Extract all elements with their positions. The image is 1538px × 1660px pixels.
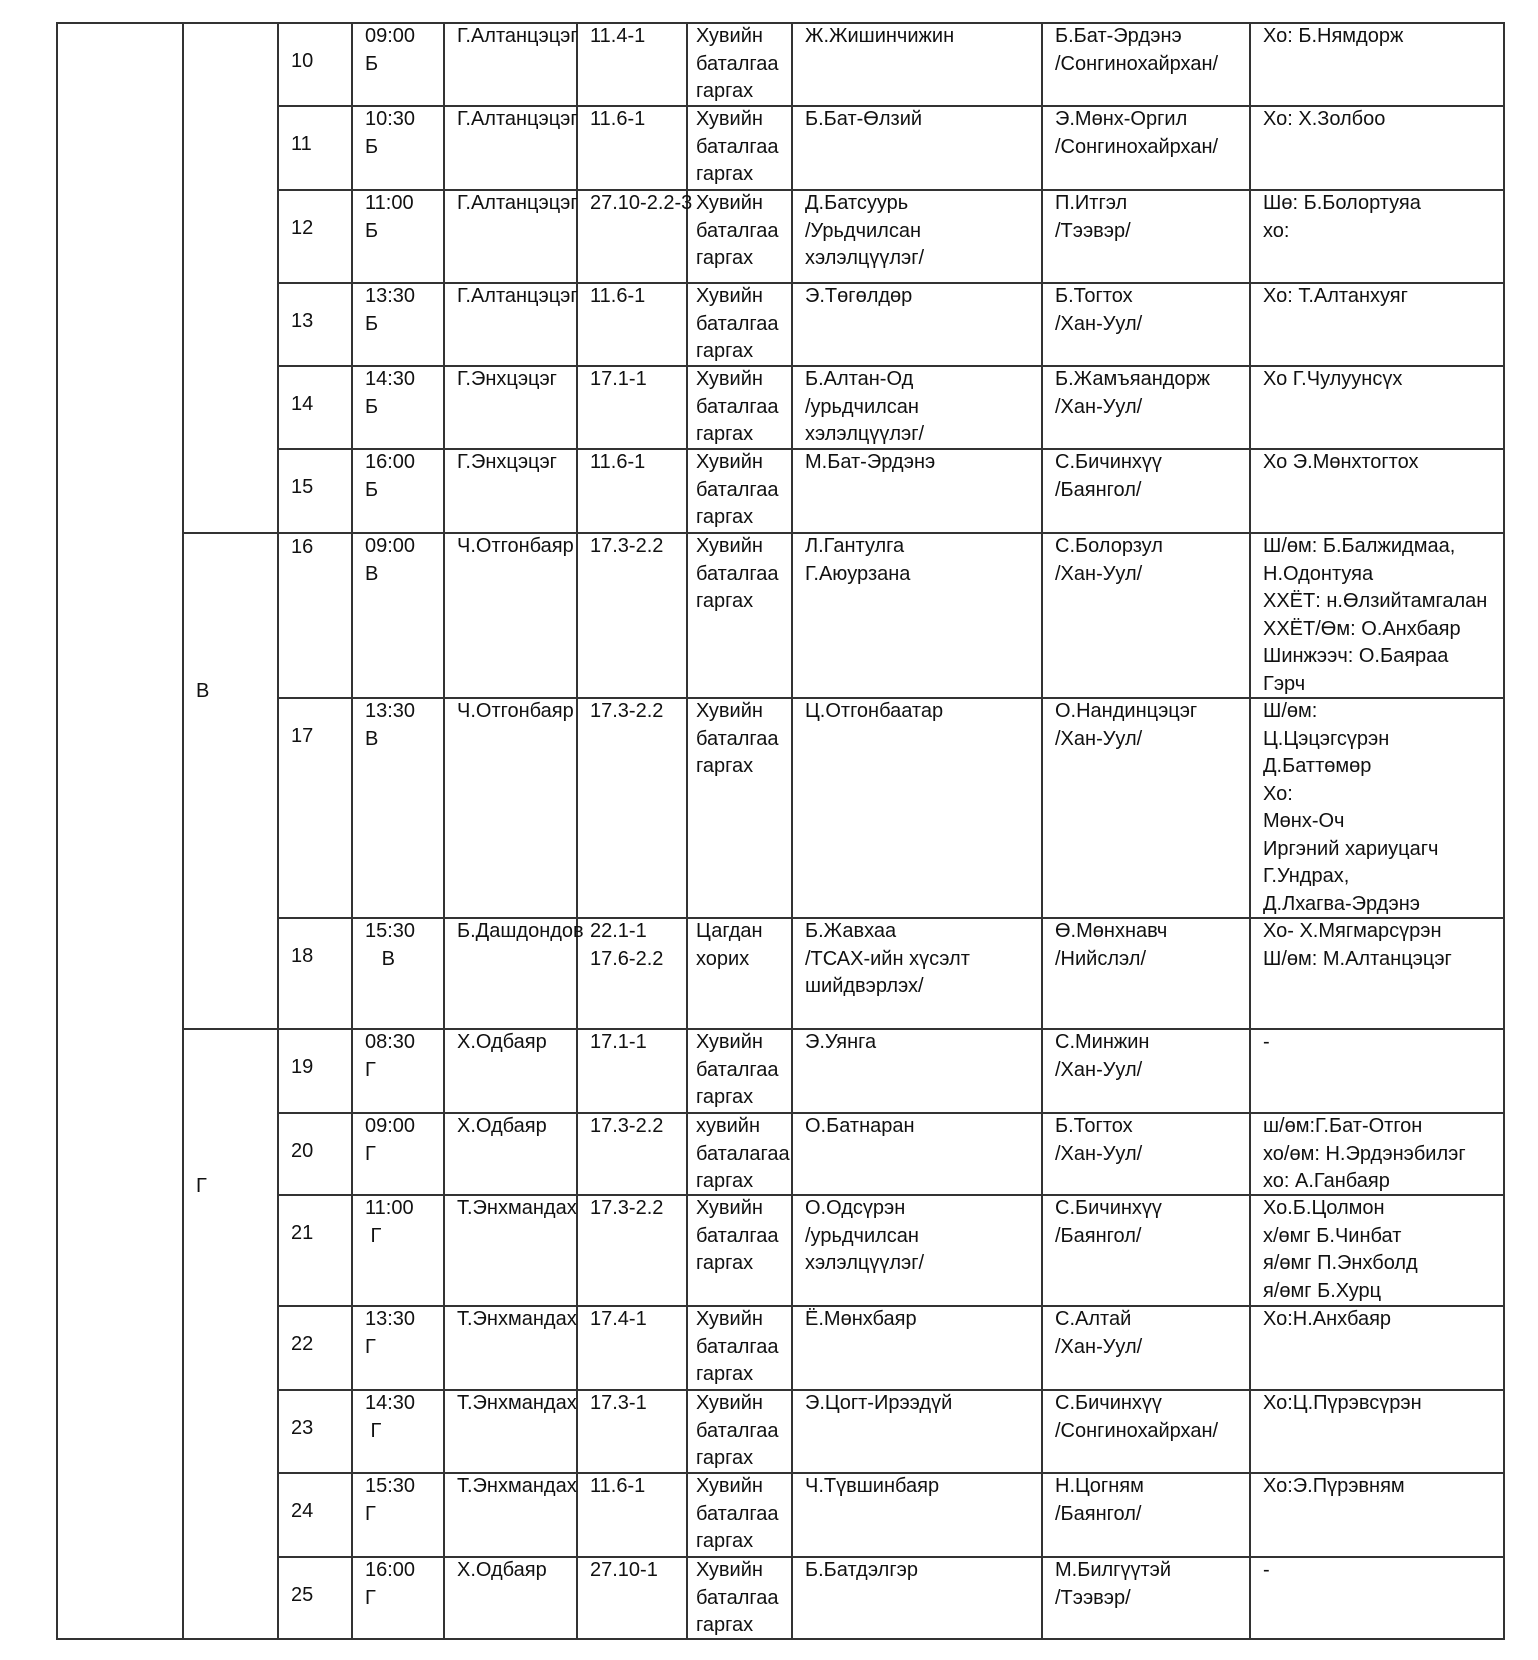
cell-judge: Г.Алтанцэцэг xyxy=(457,192,578,214)
cell-prosecutor: Э.Мөнх-Оргил /Сонгинохайрхан/ xyxy=(1055,108,1219,158)
cell-participants: Хо: Т.Алтанхуяг xyxy=(1263,285,1408,307)
cell-time: 14:30 Б xyxy=(365,368,416,418)
cell-defendant: О.Одсүрэн /урьдчилсан хэлэлцүүлэг/ xyxy=(805,1197,925,1274)
cell-time: 13:30 Г xyxy=(365,1308,416,1358)
cell-defendant: Э.Цогт-Ирээдүй xyxy=(805,1392,953,1414)
cell-time: 13:30 В xyxy=(365,700,416,750)
cell-prosecutor: С.Бичинхүү /Баянгол/ xyxy=(1055,1197,1162,1247)
cell-action: Хувийн баталгаа гаргах xyxy=(696,700,779,777)
cell-judge: Г.Алтанцэцэг xyxy=(457,285,578,307)
row-number: 19 xyxy=(291,1056,314,1078)
table-border xyxy=(56,22,58,1640)
cell-participants: Хо:Э.Пүрэвням xyxy=(1263,1475,1405,1497)
cell-article: 27.10-2.2-3 xyxy=(590,192,693,214)
cell-action: Хувийн баталгаа гаргах xyxy=(696,1197,779,1274)
cell-article: 11.6-1 xyxy=(590,451,646,473)
cell-time: 13:30 Б xyxy=(365,285,416,335)
cell-judge: Г.Энхцэцэг xyxy=(457,368,557,390)
cell-participants: Ш/өм: Б.Балжидмаа, Н.Одонтуяа ХХЁТ: н.Өлзийтамгалан ХХЁТ/Өм: О.Анхбаяр Шинжээч: О.Баяраа Гэрч xyxy=(1263,535,1488,695)
cell-time: 11:00 Б xyxy=(365,192,414,242)
cell-judge: Х.Одбаяр xyxy=(457,1115,547,1137)
cell-action: Хувийн баталгаа гаргах xyxy=(696,108,779,185)
cell-time: 10:30 Б xyxy=(365,108,416,158)
cell-article: 17.4-1 xyxy=(590,1308,647,1330)
cell-judge: Т.Энхмандах xyxy=(457,1197,577,1219)
cell-action: Хувийн баталгаа гаргах xyxy=(696,451,779,528)
cell-judge: Г.Алтанцэцэг xyxy=(457,25,578,47)
cell-action: хувийн баталагаа гаргах xyxy=(696,1115,790,1192)
row-number: 10 xyxy=(291,50,314,72)
cell-prosecutor: С.Бичинхүү /Сонгинохайрхан/ xyxy=(1055,1392,1219,1442)
table-border xyxy=(277,22,279,1640)
cell-time: 08:30 Г xyxy=(365,1031,416,1081)
cell-prosecutor: М.Билгүүтэй /Тээвэр/ xyxy=(1055,1559,1172,1609)
cell-time: 15:30 Г xyxy=(365,1475,416,1525)
row-number: 14 xyxy=(291,393,314,415)
cell-defendant: Ч.Түвшинбаяр xyxy=(805,1475,940,1497)
row-number: 17 xyxy=(291,725,314,747)
row-number: 13 xyxy=(291,310,314,332)
row-number: 12 xyxy=(291,217,314,239)
cell-participants: Хо:Н.Анхбаяр xyxy=(1263,1308,1392,1330)
cell-defendant: М.Бат-Эрдэнэ xyxy=(805,451,936,473)
cell-time: 16:00 Б xyxy=(365,451,416,501)
cell-article: 27.10-1 xyxy=(590,1559,658,1581)
column-divider xyxy=(443,22,445,1640)
row-number: 24 xyxy=(291,1500,314,1522)
cell-time: 09:00 Г xyxy=(365,1115,416,1165)
row-number: 23 xyxy=(291,1417,314,1439)
cell-action: Хувийн баталгаа гаргах xyxy=(696,192,779,269)
cell-defendant: Ё.Мөнхбаяр xyxy=(805,1308,917,1330)
cell-judge: Т.Энхмандах xyxy=(457,1308,577,1330)
cell-prosecutor: С.Алтай /Хан-Уул/ xyxy=(1055,1308,1143,1358)
cell-defendant: Ц.Отгонбаатар xyxy=(805,700,944,722)
cell-judge: Г.Энхцэцэг xyxy=(457,451,557,473)
column-divider xyxy=(791,22,793,1640)
cell-action: Хувийн баталгаа гаргах xyxy=(696,1031,779,1108)
cell-participants: Хо- Х.Мягмарсүрэн Ш/өм: М.Алтанцэцэг xyxy=(1263,920,1452,970)
cell-action: Хувийн баталгаа гаргах xyxy=(696,1559,779,1636)
cell-prosecutor: Б.Бат-Эрдэнэ /Сонгинохайрхан/ xyxy=(1055,25,1219,75)
cell-judge: Ч.Отгонбаяр xyxy=(457,535,574,557)
cell-action: Хувийн баталгаа гаргах xyxy=(696,535,779,612)
cell-defendant: Ж.Жишинчижин xyxy=(805,25,955,47)
cell-defendant: Э.Уянга xyxy=(805,1031,877,1053)
cell-participants: Хо Э.Мөнхтогтох xyxy=(1263,451,1419,473)
cell-prosecutor: Б.Жамъяандорж /Хан-Уул/ xyxy=(1055,368,1211,418)
table-border xyxy=(56,1638,1505,1640)
cell-judge: Г.Алтанцэцэг xyxy=(457,108,578,130)
row-number: 25 xyxy=(291,1584,314,1606)
cell-participants: Хо Г.Чулуунсүх xyxy=(1263,368,1403,390)
row-number: 22 xyxy=(291,1333,314,1355)
cell-defendant: Б.Жавхаа /ТСАХ-ийн хүсэлт шийдвэрлэх/ xyxy=(805,920,970,997)
cell-judge: Б.Дашдондов xyxy=(457,920,584,942)
cell-prosecutor: Ө.Мөнхнавч /Нийслэл/ xyxy=(1055,920,1168,970)
cell-time: 14:30 Г xyxy=(365,1392,416,1442)
cell-action: Хувийн баталгаа гаргах xyxy=(696,368,779,445)
cell-prosecutor: Н.Цогням /Баянгол/ xyxy=(1055,1475,1144,1525)
column-divider xyxy=(1249,22,1251,1640)
cell-judge: Ч.Отгонбаяр xyxy=(457,700,574,722)
cell-prosecutor: П.Итгэл /Тээвэр/ xyxy=(1055,192,1131,242)
table-border xyxy=(1503,22,1505,1640)
cell-defendant: Д.Батсуурь /Урьдчилсан хэлэлцүүлэг/ xyxy=(805,192,925,269)
row-number: 11 xyxy=(291,133,312,155)
cell-time: 11:00 Г xyxy=(365,1197,414,1247)
table-border xyxy=(182,22,184,1640)
cell-article: 17.3-1 xyxy=(590,1392,647,1414)
group-label: Г xyxy=(196,1175,207,1197)
cell-judge: Т.Энхмандах xyxy=(457,1392,577,1414)
row-number: 21 xyxy=(291,1222,314,1244)
cell-action: Хувийн баталгаа гаргах xyxy=(696,25,779,102)
cell-prosecutor: С.Болорзул /Хан-Уул/ xyxy=(1055,535,1163,585)
column-divider xyxy=(351,22,353,1640)
cell-prosecutor: С.Минжин /Хан-Уул/ xyxy=(1055,1031,1150,1081)
cell-article: 11.6-1 xyxy=(590,108,646,130)
column-divider xyxy=(1041,22,1043,1640)
cell-article: 17.1-1 xyxy=(590,368,647,390)
cell-action: Хувийн баталгаа гаргах xyxy=(696,1308,779,1385)
cell-defendant: Э.Төгөлдөр xyxy=(805,285,913,307)
row-number: 15 xyxy=(291,476,314,498)
cell-participants: Хо.Б.Цолмон х/өмг Б.Чинбат я/өмг П.Энхболд я/өмг Б.Хурц xyxy=(1263,1197,1418,1302)
cell-time: 16:00 Г xyxy=(365,1559,416,1609)
cell-participants: - xyxy=(1263,1559,1270,1581)
cell-article: 17.3-2.2 xyxy=(590,1115,664,1137)
cell-judge: Т.Энхмандах xyxy=(457,1475,577,1497)
row-number: 18 xyxy=(291,945,314,967)
cell-article: 22.1-1 17.6-2.2 xyxy=(590,920,664,970)
cell-participants: Хо: Х.Золбоо xyxy=(1263,108,1386,130)
cell-time: 09:00 В xyxy=(365,535,416,585)
cell-participants: Шө: Б.Болортуяа хо: xyxy=(1263,192,1421,242)
group-label: В xyxy=(196,680,210,702)
cell-participants: Хо: Б.Нямдорж xyxy=(1263,25,1404,47)
cell-action: Цагдан хорих xyxy=(696,920,763,970)
cell-prosecutor: С.Бичинхүү /Баянгол/ xyxy=(1055,451,1162,501)
cell-defendant: Б.Алтан-Од /урьдчилсан хэлэлцүүлэг/ xyxy=(805,368,925,445)
cell-participants: Ш/өм: Ц.Цэцэгсүрэн Д.Баттөмөр Хо: Мөнх-Оч Иргэний хариуцагч Г.Ундрах, Д.Лхагва-Эрдэнэ xyxy=(1263,700,1439,915)
column-divider xyxy=(686,22,688,1640)
cell-article: 17.3-2.2 xyxy=(590,535,664,557)
cell-time: 15:30 В xyxy=(365,920,416,970)
cell-article: 11.6-1 xyxy=(590,1475,646,1497)
cell-participants: Хо:Ц.Пүрэвсүрэн xyxy=(1263,1392,1422,1414)
cell-prosecutor: Б.Тогтох /Хан-Уул/ xyxy=(1055,285,1143,335)
cell-article: 11.4-1 xyxy=(590,25,646,47)
cell-judge: Х.Одбаяр xyxy=(457,1559,547,1581)
cell-action: Хувийн баталгаа гаргах xyxy=(696,1392,779,1469)
cell-time: 09:00 Б xyxy=(365,25,416,75)
cell-action: Хувийн баталгаа гаргах xyxy=(696,1475,779,1552)
cell-article: 17.1-1 xyxy=(590,1031,647,1053)
cell-defendant: Б.Бат-Өлзий xyxy=(805,108,923,130)
cell-participants: - xyxy=(1263,1031,1270,1053)
cell-defendant: Л.Гантулга Г.Аюурзана xyxy=(805,535,911,585)
cell-article: 11.6-1 xyxy=(590,285,646,307)
cell-participants: ш/өм:Г.Бат-Отгон хо/өм: Н.Эрдэнэбилэг хо: А.Ганбаяр xyxy=(1263,1115,1466,1192)
cell-action: Хувийн баталгаа гаргах xyxy=(696,285,779,362)
row-number: 16 xyxy=(291,536,314,558)
cell-prosecutor: О.Нандинцэцэг /Хан-Уул/ xyxy=(1055,700,1198,750)
cell-prosecutor: Б.Тогтох /Хан-Уул/ xyxy=(1055,1115,1143,1165)
cell-article: 17.3-2.2 xyxy=(590,700,664,722)
cell-defendant: О.Батнаран xyxy=(805,1115,915,1137)
row-number: 20 xyxy=(291,1140,314,1162)
cell-judge: Х.Одбаяр xyxy=(457,1031,547,1053)
cell-defendant: Б.Батдэлгэр xyxy=(805,1559,918,1581)
cell-article: 17.3-2.2 xyxy=(590,1197,664,1219)
